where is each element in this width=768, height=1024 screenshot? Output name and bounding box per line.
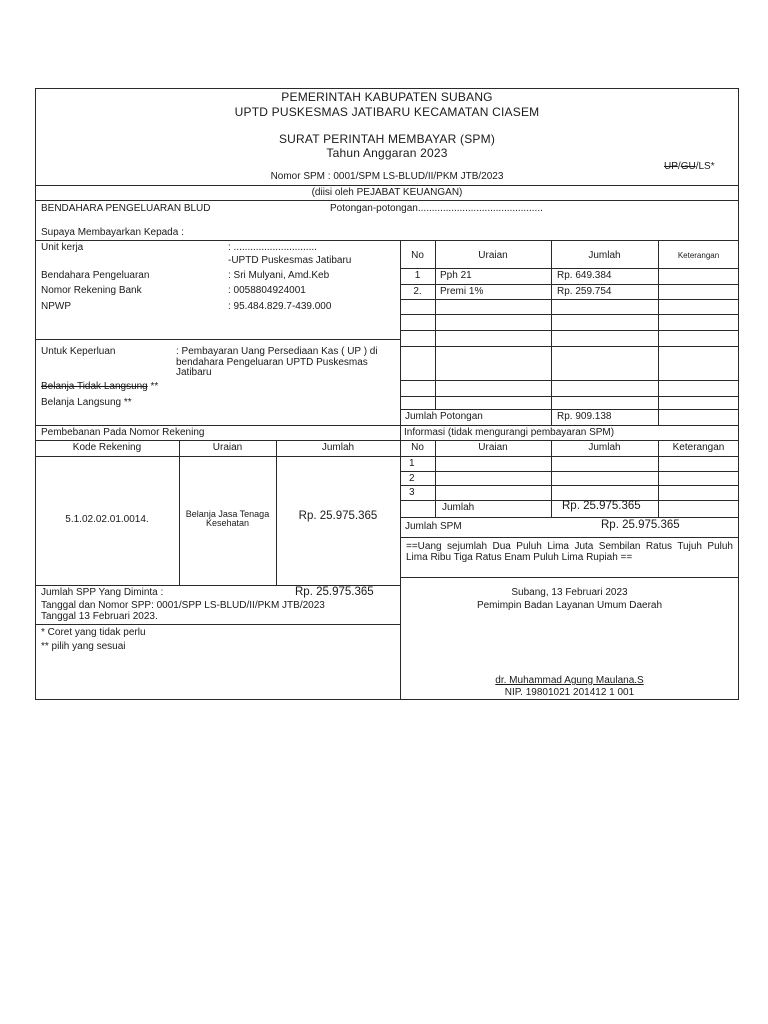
jumlah-potongan-label: Jumlah Potongan: [405, 411, 483, 422]
col-divider: [435, 440, 436, 517]
bendahara-label: Bendahara Pengeluaran: [41, 270, 150, 281]
payment-type-ls: LS*: [698, 161, 715, 172]
col-divider: [179, 440, 180, 585]
row-line: [400, 409, 739, 410]
jumlah-spm-value: Rp. 25.975.365: [601, 519, 680, 531]
fiscal-year: Tahun Anggaran 2023: [326, 146, 448, 160]
spp-value: Rp. 25.975.365: [295, 586, 374, 598]
signer-name: [400, 676, 739, 686]
row-line: [400, 299, 739, 300]
potongan-row-2-jumlah: Rp. 259.754: [557, 286, 612, 297]
row-line: [400, 314, 739, 315]
potongan-row-2-uraian: Premi 1%: [440, 286, 484, 297]
bendahara-blud-label: BENDAHARA PENGELUARAN BLUD: [41, 203, 211, 214]
jumlah-value: Rp. 25.975.365: [298, 510, 378, 522]
spp-label: Jumlah SPP Yang Diminta :: [41, 587, 164, 598]
unit-kerja-name: -UPTD Puskesmas Jatibaru: [228, 255, 352, 266]
note-pilih: ** pilih yang sesuai: [41, 641, 126, 652]
info-col-jumlah: Jumlah: [588, 442, 621, 453]
divider: [35, 185, 739, 186]
btl-suffix: **: [147, 381, 159, 392]
belanja-langsung: Belanja Langsung **: [41, 397, 132, 408]
signer-title: Pemimpin Badan Layanan Umum Daerah: [476, 600, 663, 611]
col-divider: [658, 440, 659, 517]
document-title: SURAT PERINTAH MEMBAYAR (SPM): [278, 132, 496, 146]
info-jumlah-label: Jumlah: [442, 502, 475, 513]
col-jumlah: Jumlah: [321, 442, 355, 453]
unit-kerja-value: : ..............................: [228, 242, 317, 253]
spp-nomor: Tanggal dan Nomor SPP: 0001/SPP LS-BLUD/II/PKM JTB/2023: [41, 600, 325, 611]
info-col-no: No: [411, 442, 424, 453]
row-line: [400, 485, 739, 486]
potongan-col-keterangan: Keterangan: [677, 251, 720, 260]
divider: [35, 200, 739, 201]
info-row-3-no: 3: [409, 487, 415, 498]
payment-type-sep: /: [677, 161, 681, 172]
note-coret: * Coret yang tidak perlu: [41, 627, 146, 638]
potongan-col-uraian: Uraian: [478, 250, 508, 261]
potongan-row-2-no: 2.: [413, 286, 422, 297]
col-kode-rekening: Kode Rekening: [72, 442, 142, 453]
info-row-1-no: 1: [409, 458, 415, 469]
pembebanan-heading: Pembebanan Pada Nomor Rekening: [41, 427, 205, 438]
info-row-2-no: 2: [409, 473, 415, 484]
payment-type-sep2: /: [695, 161, 699, 172]
rekening-label: Nomor Rekening Bank: [41, 285, 142, 296]
col-divider: [551, 440, 552, 517]
potongan-row-1-jumlah: Rp. 649.384: [557, 270, 612, 281]
signer-nip: NIP. 19801021 201412 1 001: [504, 687, 635, 698]
spp-tanggal: Tanggal 13 Februari 2023.: [41, 611, 158, 622]
rekening-value: : 0058804924001: [228, 285, 306, 296]
filled-by-note: (diisi oleh PEJABAT KEUANGAN): [311, 187, 463, 198]
divider: [35, 456, 400, 457]
header-unit: UPTD PUSKESMAS JATIBARU KECAMATAN CIASEM: [234, 105, 540, 119]
payment-type-gu: GU: [680, 161, 696, 172]
divider: [35, 624, 400, 625]
row-line: [400, 517, 739, 518]
col-divider: [658, 240, 659, 425]
npwp-value: : 95.484.829.7-439.000: [228, 301, 332, 312]
potongan-row-1-no: 1: [414, 270, 421, 281]
informasi-heading: Informasi (tidak mengurangi pembayaran SPM): [404, 427, 615, 438]
payment-type-up: UP: [664, 161, 678, 172]
uraian-value: Belanja Jasa Tenaga Kesehatan: [185, 509, 270, 529]
info-col-uraian: Uraian: [478, 442, 508, 453]
col-uraian: Uraian: [212, 442, 243, 453]
row-line: [400, 330, 739, 331]
row-line: [400, 577, 739, 578]
divider: [35, 440, 739, 441]
row-line: [400, 380, 739, 381]
btl-text: Belanja Tidak Langsung: [41, 381, 148, 392]
row-line: [400, 268, 739, 269]
jumlah-potongan-value: Rp. 909.138: [557, 411, 612, 422]
kode-rekening-value: 5.1.02.02.01.0014.: [65, 514, 149, 525]
col-divider: [551, 240, 552, 425]
payee-heading: Supaya Membayarkan Kepada :: [41, 227, 184, 238]
info-jumlah-value: Rp. 25.975.365: [562, 500, 641, 512]
divider: [35, 425, 739, 426]
row-line: [400, 346, 739, 347]
divider: [35, 339, 400, 340]
signer-name-text: dr. Muhammad Agung Maulana.S: [495, 675, 644, 686]
row-line: [400, 396, 739, 397]
spm-number: Nomor SPM : 0001/SPM LS-BLUD/II/PKM JTB/2023: [270, 171, 504, 182]
jumlah-spm-label: Jumlah SPM: [405, 521, 462, 532]
row-line: [400, 456, 739, 457]
header-government: PEMERINTAH KABUPATEN SUBANG: [281, 90, 493, 104]
center-divider: [400, 240, 401, 700]
row-line: [400, 471, 739, 472]
bendahara-value: : Sri Mulyani, Amd.Keb: [228, 270, 330, 281]
amount-in-words: ==Uang sejumlah Dua Puluh Lima Juta Sembilan Ratus Tujuh Puluh Lima Ribu Tiga Ratus Enam Puluh Lima Rupiah ==: [406, 541, 733, 563]
divider: [35, 240, 739, 241]
potongan-col-no: No: [411, 250, 424, 261]
unit-kerja-label: Unit kerja: [41, 242, 84, 253]
payment-type: [664, 162, 715, 172]
row-line: [400, 284, 739, 285]
potongan-row-1-uraian: Pph 21: [440, 270, 472, 281]
keperluan-label: Untuk Keperluan: [41, 346, 116, 357]
npwp-label: NPWP: [41, 301, 71, 312]
col-divider: [435, 240, 436, 409]
info-col-keterangan: Keterangan: [672, 442, 725, 453]
potongan-col-jumlah: Jumlah: [588, 250, 621, 261]
row-line: [400, 537, 739, 538]
keperluan-value: : Pembayaran Uang Persediaan Kas ( UP ) di bendahara Pengeluaran UPTD Puskesmas Jatibaru: [176, 346, 378, 378]
place-date: Subang, 13 Februari 2023: [511, 587, 628, 598]
belanja-tidak-langsung: [41, 382, 158, 392]
potongan-label: Potongan-potongan.............................................: [330, 203, 543, 214]
